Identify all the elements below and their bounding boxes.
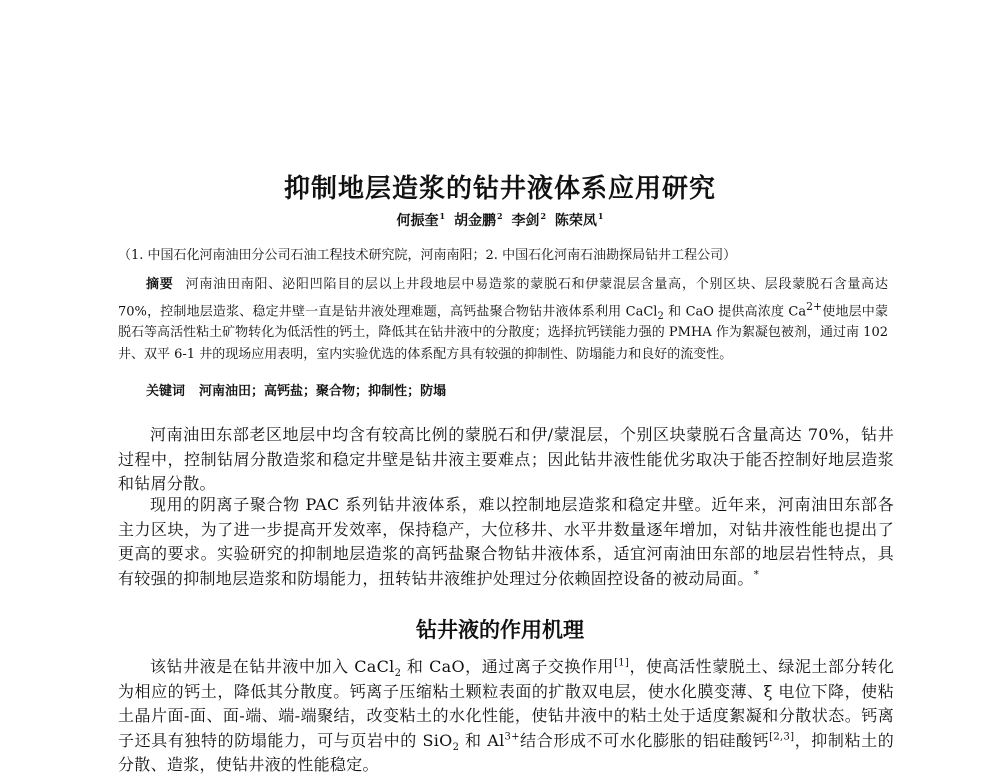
body-paragraph: 河南油田东部老区地层中均含有较高比例的蒙脱石和伊/蒙混层，个别区块蒙脱石含量高达 70%，钻井过程中，控制钻屑分散造浆和稳定井壁是钻井液主要难点；因此钻井液性能优劣取决于能否控制好地层造浆和钻屑分散。: [118, 425, 894, 493]
citation: [2,3]: [769, 731, 795, 743]
author: 胡金鹏$^2$: [453, 211, 503, 229]
footnote-mark: *: [753, 569, 760, 581]
section-heading: 钻井液的作用机理: [416, 618, 584, 642]
keyword: 高钙盐；: [264, 384, 317, 399]
body-paragraph: 该钻井液是在钻井液中加入 CaCl$_2$ 和 CaO，通过离子交换作用[1]，使高活性蒙脱土、绿泥土部分转化为相应的钙土，降低其分散度。钙离子压缩粘土颗粒表面的扩散双电层，使水化膜变薄、ξ 电位下降，使粘土晶片面-面、面-端、端-端聚结，改变粘土的水化性能，使钻井液中的粘土处于适度絮凝和分散状态。钙离子还具有独特的防塌能力，可与页岩中的 SiO$_2$ 和 Al$^{3+}$结合形成不可水化膨胀的铝硅酸钙[2,3]，抑制粘土的分散、造浆，使钻井液的性能稳定。: [118, 657, 894, 774]
body-paragraph: 现用的阴离子聚合物 PAC 系列钻井液体系，难以控制地层造浆和稳定井壁。近年来，河南油田东部各主力区块，为了进一步提高开发效率，保持稳产，大位移井、水平井数量逐年增加，对钻井液性能也提出了更高的要求。实验研究的抑制地层造浆的高钙盐聚合物钻井液体系，适宜河南油田东部的地层岩性特点，具有较强的抑制地层造浆和防塌能力，扭转钻井液维护处理过分依赖固控设备的被动局面。*: [118, 495, 894, 588]
keyword: 防塌: [420, 384, 447, 399]
abstract-label: 摘要: [146, 277, 174, 292]
citation: [1]: [614, 657, 630, 669]
keyword: 抑制性；: [368, 384, 421, 399]
abstract: 摘要 河南油田南阳、泌阳凹陷目的层以上井段地层中易造浆的蒙脱石和伊蒙混层含量高，个别区块、层段蒙脱石含量高达 70%，控制地层造浆、稳定井壁一直是钻井液处理难题，高钙盐聚合物钻井液体系利用 CaCl$_2$ 和 CaO 提供高浓度 $Ca^{2+}$使地层中蒙脱石等高活性粘土矿物转化为低活性的钙土，降低其在钻井液中的分散度；选择抗钙镁能力强的 PMHA 作为絮凝包被剂，通过南 102 井、双平 6-1 井的现场应用表明，室内实验优选的体系配方具有较强的抑制性、防塌能力和良好的流变性。: [118, 277, 888, 362]
keyword: 河南油田；: [199, 384, 265, 399]
affiliation: （1. 中国石化河南油田分公司石油工程技术研究院，河南南阳；2. 中国石化河南石油勘探局钻井工程公司）: [118, 248, 737, 263]
paper-title: 抑制地层造浆的钻井液体系应用研究: [283, 174, 716, 204]
author: 陈荣凤$^1$: [554, 211, 604, 229]
author: 何振奎$^1$: [396, 211, 446, 229]
keyword: 聚合物；: [316, 384, 369, 399]
author: 李剑$^2$: [511, 211, 547, 229]
keywords: [146, 380, 446, 399]
author-list: [0, 210, 1000, 230]
keywords-label: 关键词: [146, 384, 186, 399]
